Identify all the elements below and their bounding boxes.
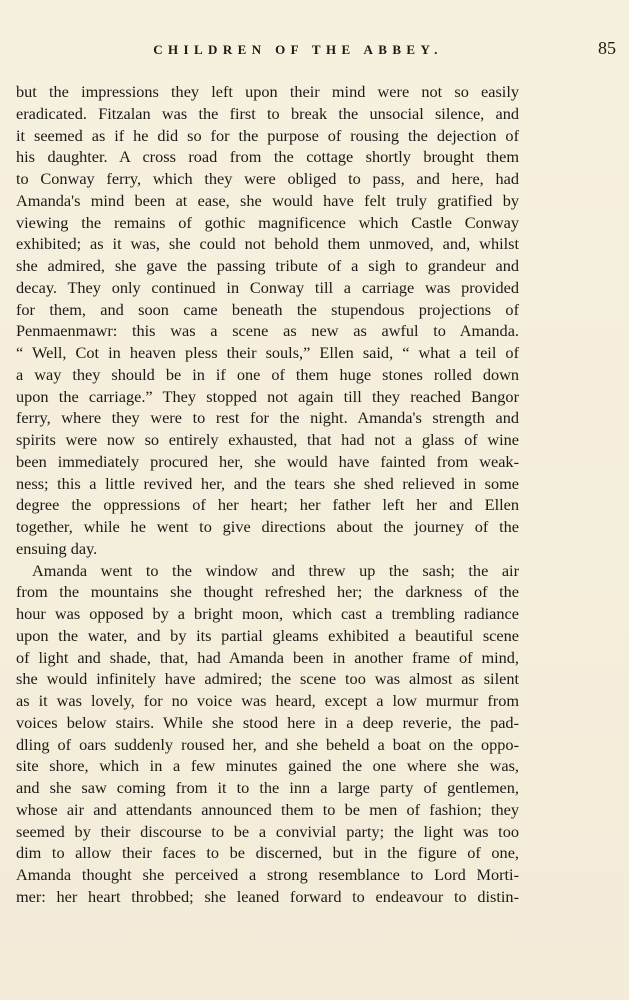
text-line: and she saw coming from it to the inn a large party of gentlemen,	[16, 778, 519, 797]
text-line: voices below stairs. While she stood here in a deep reverie, the pad-	[16, 712, 519, 732]
text-line: mer: her heart throbbed; she leaned forward to endeavour to distin-	[16, 886, 519, 906]
page-number: 85	[598, 38, 616, 58]
text-line: viewing the remains of gothic magnificence which Castle Conway	[16, 212, 519, 232]
text-line: exhibited; as it was, she could not behold them unmoved, and, whilst	[16, 234, 519, 254]
text-line: spirits were now so entirely exhausted, that had not a glass of wine	[16, 430, 519, 449]
text-line: Amanda thought she perceived a strong resemblance to Lord Morti-	[16, 865, 519, 884]
text-line: eradicated. Fitzalan was the first to break the unsocial silence, and	[16, 103, 519, 123]
paragraph-first-line: Amanda went to the window and threw up the sash; the air	[32, 560, 519, 580]
body-text	[16, 81, 519, 908]
text-line: whose air and attendants announced them to be men of fashion; they	[16, 799, 519, 819]
text-line: for them, and soon came beneath the stupendous projections of	[16, 299, 519, 319]
text-line: of light and shade, that, had Amanda been in another frame of mind,	[16, 647, 519, 667]
text-line: she would infinitely have admired; the scene too was almost as silent	[16, 669, 519, 689]
text-line: seemed by their discourse to be a convivial party; the light was too	[16, 821, 519, 841]
text-line: his daughter. A cross road from the cottage shortly brought them	[16, 147, 519, 167]
text-line: degree the oppressions of her heart; her father left her and Ellen	[16, 495, 519, 515]
text-line: upon the water, and by its partial gleams exhibited a beautiful scene	[16, 625, 519, 645]
text-line: to Conway ferry, which they were obliged to pass, and here, had	[16, 169, 519, 188]
text-line: Amanda's mind been at ease, she would have felt truly gratified by	[16, 190, 519, 210]
text-line: upon the carriage.” They stopped not again till they reached Bangor	[16, 386, 519, 406]
text-line: together, while he went to give directions about the journey of the	[16, 517, 519, 536]
running-head	[16, 38, 620, 62]
text-line: dim to allow their faces to be discerned, but in the figure of one,	[16, 843, 519, 863]
text-line: been immediately procured her, she would have fainted from weak-	[16, 451, 519, 471]
text-line: ensuing day.	[16, 538, 98, 558]
text-line: decay. They only continued in Conway till a carriage was provided	[16, 277, 519, 297]
text-line: hour was opposed by a bright moon, which cast a trembling radiance	[16, 604, 519, 623]
text-line: ness; this a little revived her, and the tears she shed relieved in some	[16, 473, 519, 493]
text-line: it seemed as if he did so for the purpose of rousing the dejection of	[16, 125, 519, 145]
text-line: site shore, which in a few minutes gained the one where she was,	[16, 756, 519, 776]
text-line: “ Well, Cot in heaven pless their souls,” Ellen said, “ what a teil of	[16, 343, 519, 362]
text-line: Penmaenmawr: this was a scene as new as awful to Amanda.	[16, 321, 519, 341]
text-line: ferry, where they were to rest for the night. Amanda's strength and	[16, 408, 519, 428]
text-line: a way they should be in if one of them huge stones rolled down	[16, 364, 519, 384]
text-line: dling of oars suddenly roused her, and she beheld a boat on the oppo-	[16, 734, 519, 754]
text-line: as it was lovely, for no voice was heard, except a low murmur from	[16, 691, 519, 710]
text-line: from the mountains she thought refreshed her; the darkness of the	[16, 582, 519, 602]
running-title: CHILDREN OF THE ABBEY.	[153, 42, 443, 57]
text-line: she admired, she gave the passing tribute of a sigh to grandeur and	[16, 256, 519, 275]
text-line: but the impressions they left upon their mind were not so easily	[16, 82, 519, 101]
